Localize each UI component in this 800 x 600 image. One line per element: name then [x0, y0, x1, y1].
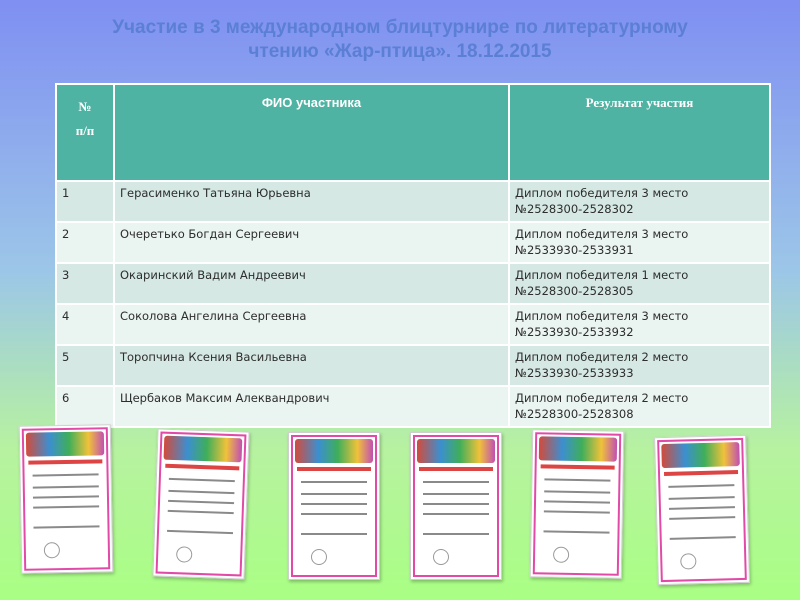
result-award: Диплом победителя 1 место [515, 268, 689, 282]
diploma-image [288, 432, 380, 580]
result-number: №2528300-2528302 [515, 202, 634, 216]
result-number: №2528300-2528305 [515, 284, 634, 298]
result-award: Диплом победителя 3 место [515, 227, 689, 241]
row-number: 4 [56, 304, 114, 345]
result-number: №2533930-2533933 [515, 366, 634, 380]
title-line-2: чтению «Жар-птица». 18.12.2015 [248, 41, 552, 62]
header-name: ФИО участника [114, 84, 509, 181]
row-number: 1 [56, 181, 114, 222]
participant-name: Щербаков Максим Алеквандрович [114, 386, 509, 427]
result-award: Диплом победителя 3 место [515, 309, 689, 323]
participant-name: Соколова Ангелина Сергеевна [114, 304, 509, 345]
participant-name: Окаринский Вадим Андреевич [114, 263, 509, 304]
result-award: Диплом победителя 3 место [515, 186, 689, 200]
header-number-symbol: № [78, 99, 92, 114]
header-result: Результат участия [509, 84, 770, 181]
diploma-image [19, 424, 114, 574]
row-number: 2 [56, 222, 114, 263]
header-number-abbr: п/п [75, 123, 95, 138]
participant-name: Торопчина Ксения Васильевна [114, 345, 509, 386]
result-award: Диплом победителя 2 место [515, 391, 689, 405]
row-number: 6 [56, 386, 114, 427]
participant-name: Герасименко Татьяна Юрьевна [114, 181, 509, 222]
row-number: 5 [56, 345, 114, 386]
result-number: №2533930-2533931 [515, 243, 634, 257]
participant-name: Очеретько Богдан Сергеевич [114, 222, 509, 263]
diploma-image [530, 429, 625, 579]
result-number: №2533930-2533932 [515, 325, 634, 339]
diploma-image [654, 435, 750, 585]
result-award: Диплом победителя 2 место [515, 350, 689, 364]
diploma-image [410, 432, 502, 580]
title-line-1: Участие в 3 международном блицтурнире по литературному [112, 17, 688, 38]
row-number: 3 [56, 263, 114, 304]
diploma-image [152, 428, 249, 579]
result-number: №2528300-2528308 [515, 407, 634, 421]
